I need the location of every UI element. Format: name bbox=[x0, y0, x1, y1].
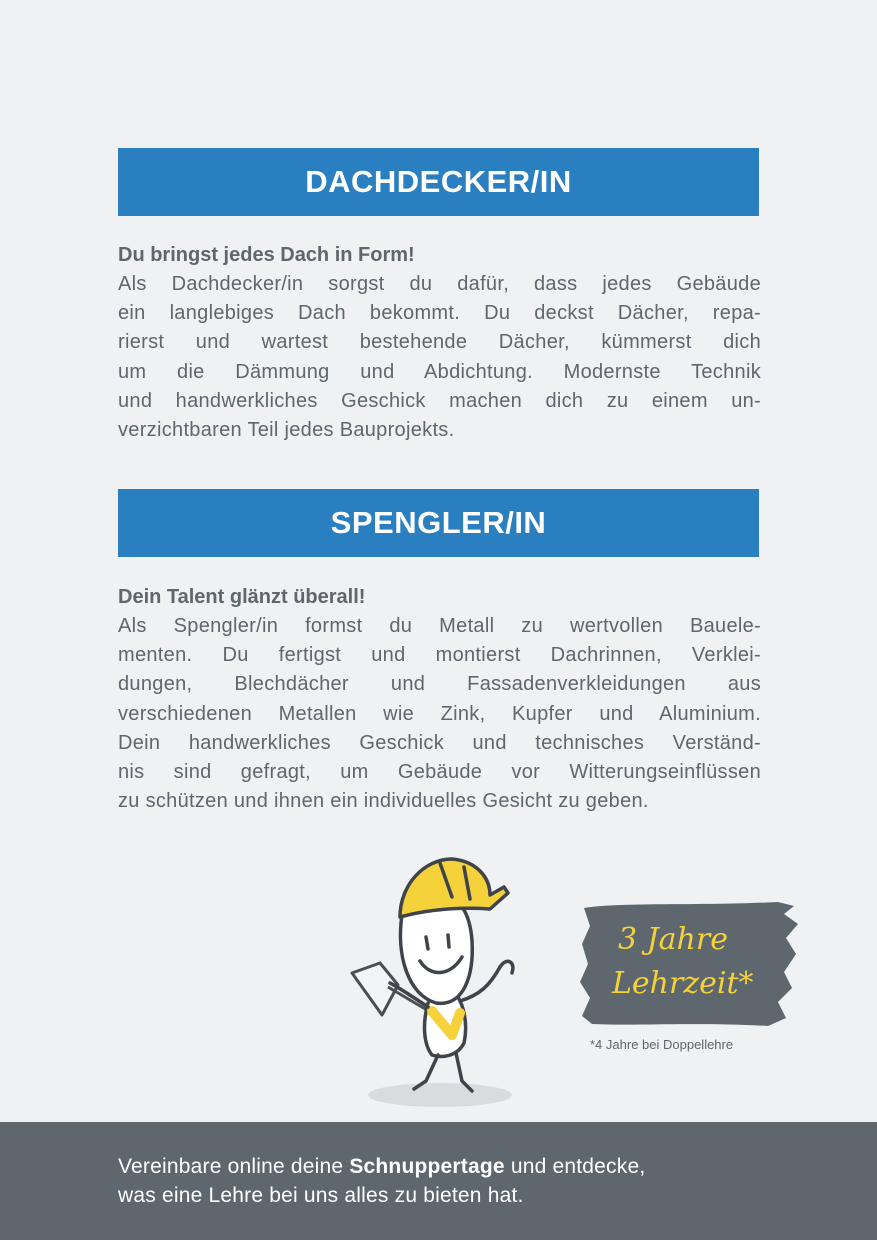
section-spengler bbox=[118, 583, 761, 816]
section-title-spengler: SPENGLER/IN bbox=[118, 489, 759, 557]
body-line: verzichtbaren Teil jedes Bauprojekts. bbox=[118, 419, 455, 442]
body-line: ein langlebiges Dach bekommt. Du deckst Dächer, repa- bbox=[118, 302, 761, 325]
section-body bbox=[118, 612, 761, 816]
section-title-dachdecker: DACHDECKER/IN bbox=[118, 148, 759, 216]
section-lead: Dein Talent glänzt überall! bbox=[118, 586, 366, 608]
body-line: zu schützen und ihnen ein individuelles Gesicht zu geben. bbox=[118, 790, 649, 813]
section-dachdecker bbox=[118, 241, 761, 445]
footer-text-bold[interactable]: Schnuppertage bbox=[349, 1155, 505, 1178]
badge-footnote: *4 Jahre bei Doppellehre bbox=[590, 1037, 734, 1052]
body-line: dungen, Blechdächer und Fassadenverkleidungen aus bbox=[118, 673, 761, 696]
badge-line-2: Lehrzeit* bbox=[612, 966, 754, 1001]
body-line: verschiedenen Metallen wie Zink, Kupfer und Aluminium. bbox=[118, 702, 761, 725]
footer bbox=[0, 1122, 877, 1240]
body-line: rierst und wartest bestehende Dächer, kümmerst dich bbox=[118, 331, 761, 354]
body-line: nis sind gefragt, um Gebäude vor Witterungseinflüssen bbox=[118, 761, 761, 784]
brush-stroke-badge-icon bbox=[578, 898, 800, 1030]
construction-worker-icon bbox=[340, 845, 540, 1115]
body-line: menten. Du fertigst und montierst Dachrinnen, Verklei- bbox=[118, 644, 761, 667]
footer-line-2: was eine Lehre bei uns alles zu bieten hat. bbox=[118, 1184, 524, 1207]
footer-text-before: Vereinbare online deine bbox=[118, 1155, 350, 1178]
section-body bbox=[118, 270, 761, 445]
section-lead: Du bringst jedes Dach in Form! bbox=[118, 244, 415, 266]
body-line: um die Dämmung und Abdichtung. Modernste Technik bbox=[118, 360, 761, 383]
body-line: und handwerkliches Geschick machen dich zu einem un- bbox=[118, 389, 761, 412]
footer-text-after: und entdecke, bbox=[504, 1155, 646, 1178]
footer-text bbox=[118, 1152, 645, 1210]
badge-line-1: 3 Jahre bbox=[618, 922, 728, 957]
body-line: Als Dachdecker/in sorgst du dafür, dass jedes Gebäude bbox=[118, 273, 761, 295]
body-line: Als Spengler/in formst du Metall zu wertvollen Bauele- bbox=[118, 615, 761, 637]
body-line: Dein handwerkliches Geschick und technisches Verständ- bbox=[118, 731, 761, 754]
